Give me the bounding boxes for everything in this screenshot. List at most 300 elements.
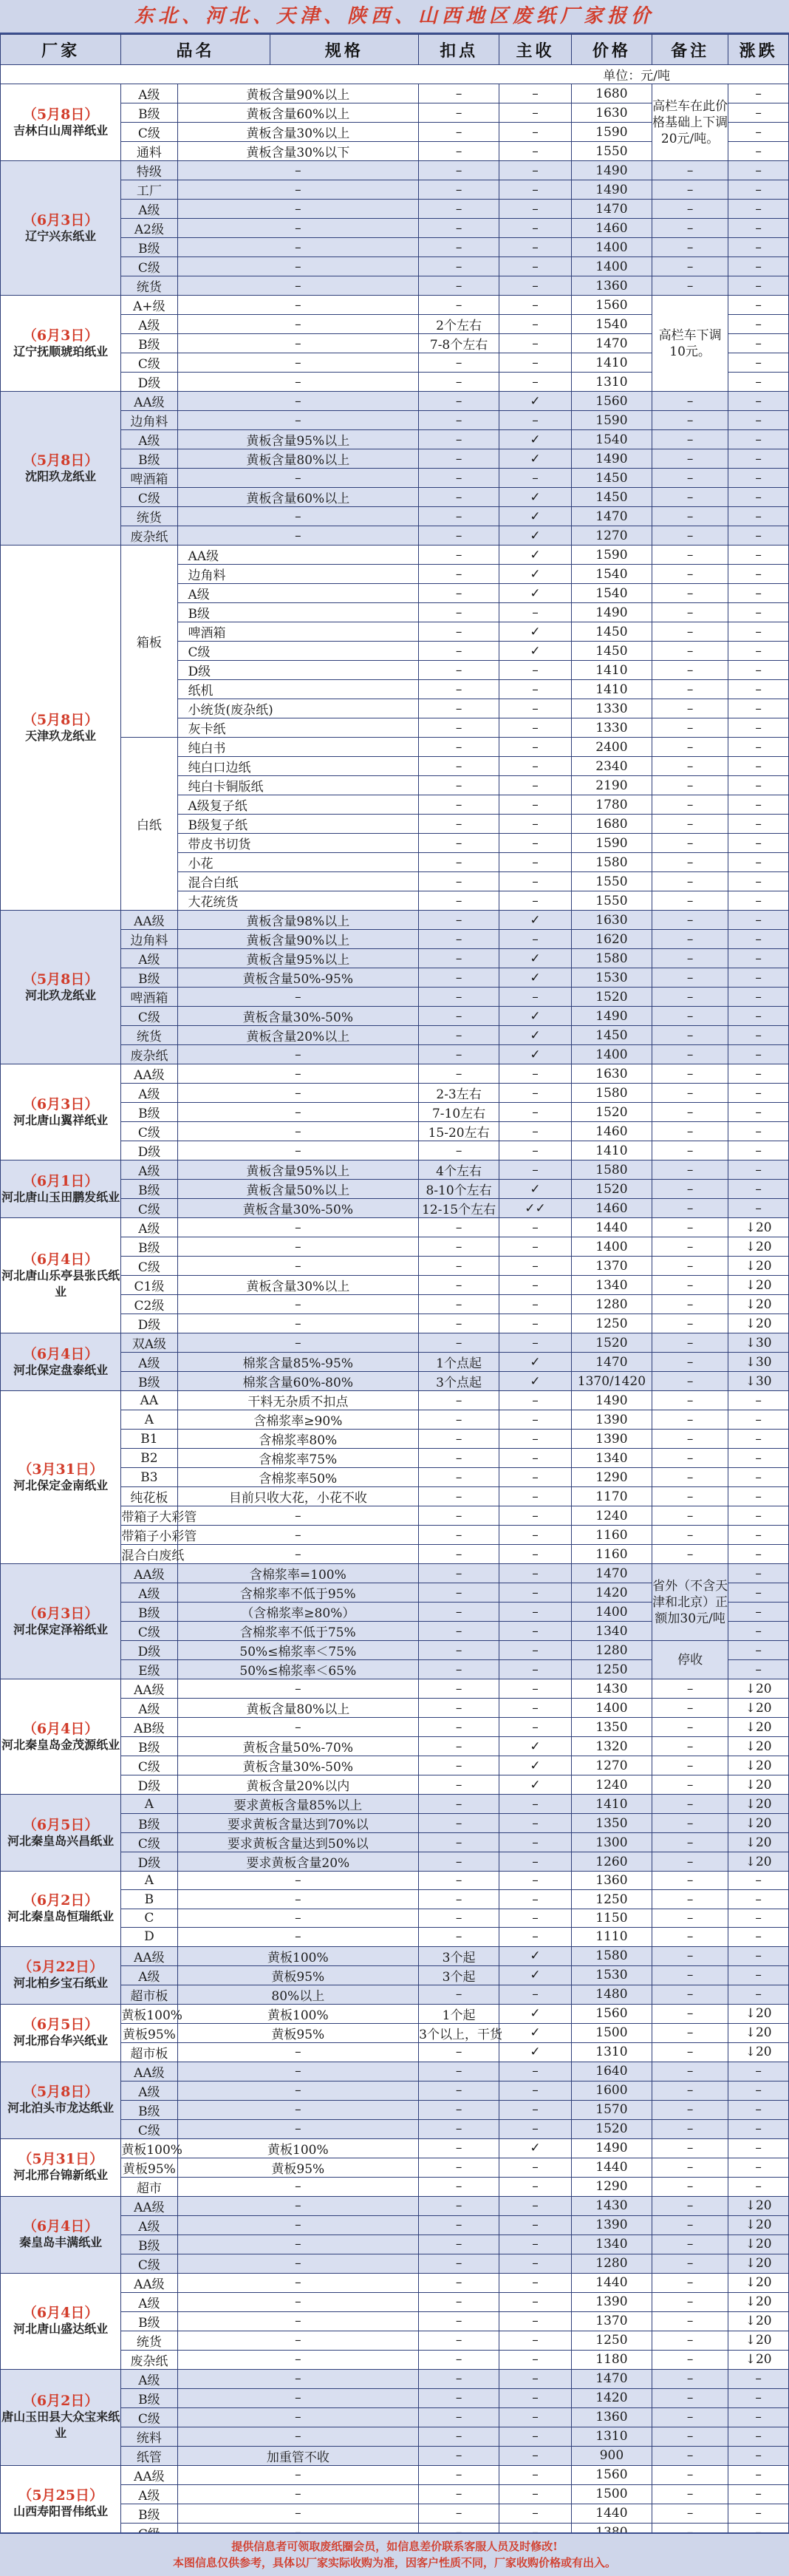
deduction-cell: – xyxy=(419,1314,499,1333)
grade-cell: 纯白卡铜版纸 xyxy=(177,776,419,795)
deduction-cell: 3个起 xyxy=(419,1946,499,1965)
deduction-cell: – xyxy=(419,699,499,718)
main-cell: ✓✓ xyxy=(499,1199,572,1218)
grade-cell: 带皮书切货 xyxy=(177,834,419,853)
spec-cell: 要求黄板含量达到70%以 xyxy=(177,1814,419,1833)
spec-cell: 50%≤棉浆率＜65% xyxy=(177,1660,419,1679)
factory-label: 河北玖龙纸业 xyxy=(25,988,97,1002)
price-cell: 1550 xyxy=(572,891,652,911)
price-cell: 1590 xyxy=(572,123,652,142)
deduction-cell: – xyxy=(419,1545,499,1564)
price-cell: 2340 xyxy=(572,757,652,776)
note-cell: – xyxy=(652,930,728,949)
factory-name xyxy=(1,1064,121,1160)
factory-name xyxy=(1,1564,121,1679)
main-cell: – xyxy=(499,872,572,891)
grade-cell: D级 xyxy=(177,661,419,680)
spec-cell: 含棉浆率≥90% xyxy=(177,1410,419,1430)
factory-label: 河北唐山盛达纸业 xyxy=(13,2322,109,2337)
deduction-cell: – xyxy=(419,757,499,776)
price-cell: 1580 xyxy=(572,1946,652,1965)
price-cell: 1490 xyxy=(572,1007,652,1026)
price-cell: 1310 xyxy=(572,2042,652,2062)
main-cell: – xyxy=(499,2350,572,2369)
grade-cell: A xyxy=(121,1410,177,1430)
main-cell: – xyxy=(499,2196,572,2215)
note-cell: – xyxy=(652,1795,728,1814)
deduction-cell: – xyxy=(419,603,499,622)
price-cell: 1160 xyxy=(572,1526,652,1545)
group-label: 白纸 xyxy=(121,738,177,911)
change-cell: – xyxy=(728,526,789,546)
main-cell: – xyxy=(499,776,572,795)
note-cell: – xyxy=(652,1756,728,1775)
note-cell: – xyxy=(652,1276,728,1295)
price-cell: 1330 xyxy=(572,699,652,718)
deduction-cell: – xyxy=(419,565,499,584)
price-cell: 1410 xyxy=(572,1141,652,1160)
price-cell: 1370/1420 xyxy=(572,1372,652,1391)
deduction-cell: – xyxy=(419,1045,499,1064)
spec-cell: 黄板含量98%以上 xyxy=(177,911,419,930)
grade-cell: A级 xyxy=(121,949,177,968)
main-cell: – xyxy=(499,2388,572,2407)
grade-cell: AA级 xyxy=(121,911,177,930)
deduction-cell: – xyxy=(419,795,499,815)
change-cell: – xyxy=(728,680,789,699)
spec-cell: – xyxy=(177,2504,419,2523)
price-cell: 1400 xyxy=(572,1603,652,1622)
deduction-cell: – xyxy=(419,1852,499,1872)
main-cell: – xyxy=(499,757,572,776)
grade-cell: AA级 xyxy=(121,2062,177,2081)
change-cell: ↓20 xyxy=(728,1276,789,1295)
deduction-cell: 12-15个左右 xyxy=(419,1199,499,1218)
grade-cell: B级 xyxy=(121,1814,177,1833)
note-cell: – xyxy=(652,1295,728,1314)
note-cell: – xyxy=(652,2081,728,2100)
table-row xyxy=(1,161,789,180)
spec-cell: – xyxy=(177,1295,419,1314)
note-cell: – xyxy=(652,1391,728,1410)
price-cell: 1440 xyxy=(572,2504,652,2523)
spec-cell: – xyxy=(177,2350,419,2369)
change-cell: – xyxy=(728,1122,789,1141)
deduction-cell: – xyxy=(419,103,499,123)
factory-date: （5月8日） xyxy=(22,971,99,988)
factory-label: 秦皇岛丰满纸业 xyxy=(19,2235,103,2250)
note-cell: – xyxy=(652,642,728,661)
factory-date: （6月3日） xyxy=(22,1095,99,1112)
factory-date: （6月1日） xyxy=(22,1172,99,1189)
change-cell: – xyxy=(728,1468,789,1487)
grade-cell: A级 xyxy=(121,1699,177,1718)
deduction-cell: 15-20左右 xyxy=(419,1122,499,1141)
change-cell: ↓20 xyxy=(728,1833,789,1852)
spec-cell: 干料无杂质不扣点 xyxy=(177,1391,419,1410)
factory-name xyxy=(1,296,121,392)
note-cell: 高栏车在此价格基础上下调20元/吨。 xyxy=(652,84,728,161)
price-cell: 1680 xyxy=(572,84,652,103)
main-cell: – xyxy=(499,219,572,238)
grade-cell: B级 xyxy=(121,449,177,469)
grade-cell: 带箱子小彩管 xyxy=(121,1526,177,1545)
grade-cell: 小统货(废杂纸) xyxy=(177,699,419,718)
change-cell: – xyxy=(728,1449,789,1468)
change-cell: – xyxy=(728,1872,789,1890)
factory-date: （5月8日） xyxy=(22,711,99,728)
main-cell: ✓ xyxy=(499,1353,572,1372)
change-cell: ↓20 xyxy=(728,2196,789,2215)
spec-cell: – xyxy=(177,1122,419,1141)
grade-cell: A级 xyxy=(121,84,177,103)
grade-cell: B级 xyxy=(121,238,177,257)
change-cell: – xyxy=(728,1064,789,1084)
factory-name xyxy=(1,2138,121,2196)
change-cell: – xyxy=(728,949,789,968)
spec-cell: – xyxy=(177,238,419,257)
main-cell: ✓ xyxy=(499,1045,572,1064)
grade-cell: B级 xyxy=(121,1180,177,1199)
note-cell: – xyxy=(652,2407,728,2427)
main-cell: ✓ xyxy=(499,392,572,411)
change-cell: ↓20 xyxy=(728,2311,789,2331)
factory-name xyxy=(1,1679,121,1795)
change-cell: ↓20 xyxy=(728,2350,789,2369)
deduction-cell: 2-3左右 xyxy=(419,1084,499,1103)
note-cell: – xyxy=(652,795,728,815)
price-cell: 1490 xyxy=(572,449,652,469)
spec-cell: 黄板含量80%以上 xyxy=(177,1699,419,1718)
note-cell: – xyxy=(652,2446,728,2465)
main-cell: – xyxy=(499,1928,572,1946)
deduction-cell: – xyxy=(419,2254,499,2273)
deduction-cell: – xyxy=(419,1430,499,1449)
table-row xyxy=(1,2138,789,2158)
note-cell: – xyxy=(652,2369,728,2388)
change-cell: – xyxy=(728,2465,789,2484)
price-cell: 1400 xyxy=(572,1045,652,1064)
deduction-cell: – xyxy=(419,1928,499,1946)
change-cell: – xyxy=(728,988,789,1007)
factory-label: 山西寿阳晋伟纸业 xyxy=(13,2504,109,2519)
deduction-cell: – xyxy=(419,2369,499,2388)
spec-cell: 含棉浆率75% xyxy=(177,1449,419,1468)
main-cell: ✓ xyxy=(499,1756,572,1775)
deduction-cell: – xyxy=(419,2504,499,2523)
deduction-cell: – xyxy=(419,1257,499,1276)
grade-cell: C xyxy=(121,1909,177,1927)
change-cell: ↓20 xyxy=(728,2042,789,2062)
note-cell: – xyxy=(652,161,728,180)
main-cell: – xyxy=(499,1468,572,1487)
table-row xyxy=(1,1872,789,1890)
main-cell: – xyxy=(499,2100,572,2119)
deduction-cell: – xyxy=(419,1756,499,1775)
spec-cell: – xyxy=(177,2177,419,2196)
grade-cell: D级 xyxy=(121,1852,177,1872)
factory-name xyxy=(1,84,121,161)
grade-cell: 黄板95% xyxy=(121,2023,177,2042)
price-cell: 1280 xyxy=(572,1641,652,1660)
column-header: 价格 xyxy=(572,35,652,65)
factory-name xyxy=(1,1218,121,1333)
deduction-cell: – xyxy=(419,238,499,257)
footer-line-2: 本图信息仅供参考，具体以厂家实际收购为准，因客户性质不同，厂家收购价格或有出入。 xyxy=(172,2556,616,2569)
main-cell: – xyxy=(499,1103,572,1122)
main-cell: – xyxy=(499,2235,572,2254)
note-cell: – xyxy=(652,757,728,776)
note-cell: – xyxy=(652,2196,728,2215)
spec-cell: – xyxy=(177,2407,419,2427)
note-cell: – xyxy=(652,1218,728,1237)
grade-cell: A级 xyxy=(177,584,419,603)
factory-date: （3月31日） xyxy=(18,1461,103,1478)
price-cell: 1680 xyxy=(572,815,652,834)
note-cell: – xyxy=(652,815,728,834)
table-row xyxy=(1,2062,789,2081)
change-cell: ↓30 xyxy=(728,1333,789,1353)
main-cell: – xyxy=(499,161,572,180)
grade-cell: AA级 xyxy=(121,2465,177,2484)
price-cell: 1500 xyxy=(572,2023,652,2042)
price-cell: 1520 xyxy=(572,988,652,1007)
grade-cell: C2级 xyxy=(121,1295,177,1314)
spec-cell: – xyxy=(177,2119,419,2138)
main-cell: – xyxy=(499,1641,572,1660)
spec-cell: – xyxy=(177,257,419,276)
factory-date: （6月4日） xyxy=(22,1251,99,1268)
note-cell: – xyxy=(652,603,728,622)
note-cell: – xyxy=(652,1237,728,1257)
grade-cell: A级 xyxy=(121,1353,177,1372)
main-cell: – xyxy=(499,2215,572,2235)
main-cell: – xyxy=(499,1064,572,1084)
grade-cell: C级 xyxy=(121,1833,177,1852)
spec-cell: 黄板含量30%-50% xyxy=(177,1007,419,1026)
price-cell: 1150 xyxy=(572,1909,652,1927)
main-cell: – xyxy=(499,2331,572,2350)
spec-cell: – xyxy=(177,315,419,334)
factory-name xyxy=(1,2004,121,2062)
deduction-cell: – xyxy=(419,1391,499,1410)
grade-cell: B级 xyxy=(121,1603,177,1622)
note-cell: – xyxy=(652,891,728,911)
factory-label: 河北秦皇岛金茂源纸业 xyxy=(1,1737,120,1752)
grade-cell: A级 xyxy=(121,2292,177,2311)
spec-cell: – xyxy=(177,1218,419,1237)
main-cell: – xyxy=(499,2369,572,2388)
main-cell: ✓ xyxy=(499,430,572,449)
price-cell: 1340 xyxy=(572,1622,652,1641)
note-cell: – xyxy=(652,738,728,757)
price-cell: 2400 xyxy=(572,738,652,757)
deduction-cell: – xyxy=(419,2465,499,2484)
note-cell: – xyxy=(652,1909,728,1927)
change-cell: ↓20 xyxy=(728,2215,789,2235)
factory-name xyxy=(1,2196,121,2273)
change-cell: ↓20 xyxy=(728,1218,789,1237)
grade-cell: A+级 xyxy=(121,296,177,315)
change-cell: – xyxy=(728,795,789,815)
spec-cell: – xyxy=(177,2042,419,2062)
grade-cell: D级 xyxy=(121,373,177,392)
main-cell: – xyxy=(499,1122,572,1141)
grade-cell: 黄板100% xyxy=(121,2004,177,2023)
grade-cell: 边角料 xyxy=(121,411,177,430)
change-cell: – xyxy=(728,911,789,930)
grade-cell: 啤酒箱 xyxy=(177,622,419,642)
main-cell: – xyxy=(499,1718,572,1737)
spec-cell: 黄板含量30%-50% xyxy=(177,1199,419,1218)
deduction-cell: – xyxy=(419,2177,499,2196)
note-cell: – xyxy=(652,1103,728,1122)
spec-cell: – xyxy=(177,1257,419,1276)
note-cell: – xyxy=(652,1814,728,1833)
grade-cell: C级 xyxy=(121,1756,177,1775)
price-cell: 2190 xyxy=(572,776,652,795)
factory-label: 沈阳玖龙纸业 xyxy=(25,469,97,483)
note-cell: – xyxy=(652,872,728,891)
grade-cell: 黄板95% xyxy=(121,2158,177,2177)
deduction-cell: – xyxy=(419,584,499,603)
change-cell: – xyxy=(728,1045,789,1064)
price-cell: 1450 xyxy=(572,469,652,488)
grade-cell: 边角料 xyxy=(121,930,177,949)
main-cell: – xyxy=(499,1795,572,1814)
factory-name xyxy=(1,1795,121,1872)
grade-cell: B级 xyxy=(121,2100,177,2119)
deduction-cell: 3个起 xyxy=(419,1965,499,1985)
spec-cell: 黄板含量30%-50% xyxy=(177,1756,419,1775)
deduction-cell: – xyxy=(419,2042,499,2062)
note-cell: – xyxy=(652,834,728,853)
note-cell: – xyxy=(652,776,728,795)
note-cell: – xyxy=(652,1775,728,1795)
note-cell: – xyxy=(652,584,728,603)
price-cell: 1590 xyxy=(572,546,652,565)
price-cell: 1360 xyxy=(572,1872,652,1890)
note-cell: – xyxy=(652,1353,728,1372)
grade-cell: C级 xyxy=(121,257,177,276)
grade-cell: 混合白纸 xyxy=(177,872,419,891)
grade-cell: 纯白书 xyxy=(177,738,419,757)
deduction-cell: – xyxy=(419,2062,499,2081)
factory-name xyxy=(1,1872,121,1947)
grade-cell: B级 xyxy=(121,334,177,353)
change-cell: – xyxy=(728,296,789,315)
note-cell: – xyxy=(652,2273,728,2292)
price-cell: 1490 xyxy=(572,180,652,200)
change-cell: – xyxy=(728,1965,789,1985)
main-cell: ✓ xyxy=(499,565,572,584)
deduction-cell: – xyxy=(419,1814,499,1833)
change-cell: – xyxy=(728,718,789,738)
deduction-cell: – xyxy=(419,2158,499,2177)
spec-cell: – xyxy=(177,2484,419,2504)
deduction-cell: – xyxy=(419,815,499,834)
spec-cell: – xyxy=(177,1679,419,1699)
change-cell: – xyxy=(728,1890,789,1909)
deduction-cell: – xyxy=(419,1737,499,1756)
factory-date: （6月4日） xyxy=(22,2305,99,2322)
change-cell: – xyxy=(728,103,789,123)
spec-cell: – xyxy=(177,1506,419,1526)
spec-cell: – xyxy=(177,2081,419,2100)
grade-cell: A级 xyxy=(121,2484,177,2504)
spec-cell: 黄板含量20%以上 xyxy=(177,1026,419,1045)
deduction-cell: 8-10个左右 xyxy=(419,1180,499,1199)
spec-cell: 黄板含量80%以上 xyxy=(177,449,419,469)
main-cell: – xyxy=(499,738,572,757)
note-cell: – xyxy=(652,1833,728,1852)
column-header: 涨跌 xyxy=(728,35,789,65)
main-cell: – xyxy=(499,2465,572,2484)
note-cell: – xyxy=(652,2158,728,2177)
main-cell: ✓ xyxy=(499,1965,572,1985)
change-cell: ↓20 xyxy=(728,2292,789,2311)
change-cell: – xyxy=(728,1603,789,1622)
main-cell: ✓ xyxy=(499,488,572,507)
price-cell: 1500 xyxy=(572,2484,652,2504)
price-cell: 1360 xyxy=(572,276,652,296)
note-cell: – xyxy=(652,2311,728,2331)
main-cell: – xyxy=(499,1506,572,1526)
deduction-cell: – xyxy=(419,1526,499,1545)
note-cell: – xyxy=(652,2215,728,2235)
main-cell: – xyxy=(499,603,572,622)
price-cell: 1630 xyxy=(572,1064,652,1084)
deduction-cell: – xyxy=(419,776,499,795)
main-cell: – xyxy=(499,2446,572,2465)
deduction-cell: – xyxy=(419,1410,499,1430)
note-cell: – xyxy=(652,546,728,565)
main-cell: ✓ xyxy=(499,2138,572,2158)
factory-label: 河北秦皇岛恒瑞纸业 xyxy=(7,1909,115,1924)
main-cell: – xyxy=(499,2311,572,2331)
factory-label: 辽宁抚顺琥珀纸业 xyxy=(13,344,109,358)
table-row xyxy=(1,1333,789,1353)
change-cell: – xyxy=(728,1487,789,1506)
grade-cell: C级 xyxy=(121,123,177,142)
note-cell: – xyxy=(652,219,728,238)
grade-cell: C级 xyxy=(121,488,177,507)
factory-name xyxy=(1,2062,121,2138)
deduction-cell: – xyxy=(419,1641,499,1660)
grade-cell: B3 xyxy=(121,1468,177,1487)
change-cell: – xyxy=(728,392,789,411)
grade-cell: B级 xyxy=(121,1372,177,1391)
deduction-cell: – xyxy=(419,2311,499,2331)
main-cell: – xyxy=(499,469,572,488)
price-cell: 1450 xyxy=(572,622,652,642)
grade-cell: B级 xyxy=(121,103,177,123)
price-cell: 1280 xyxy=(572,2254,652,2273)
price-cell: 1470 xyxy=(572,200,652,219)
price-cell: 1420 xyxy=(572,1583,652,1603)
grade-cell: A级 xyxy=(121,1160,177,1180)
change-cell: ↓20 xyxy=(728,1795,789,1814)
spec-cell: – xyxy=(177,1103,419,1122)
deduction-cell: – xyxy=(419,1890,499,1909)
deduction-cell: – xyxy=(419,296,499,315)
change-cell: – xyxy=(728,1564,789,1583)
deduction-cell: – xyxy=(419,353,499,373)
price-cell: 1310 xyxy=(572,373,652,392)
main-cell: ✓ xyxy=(499,1946,572,1965)
main-cell: – xyxy=(499,2504,572,2523)
change-cell: – xyxy=(728,757,789,776)
